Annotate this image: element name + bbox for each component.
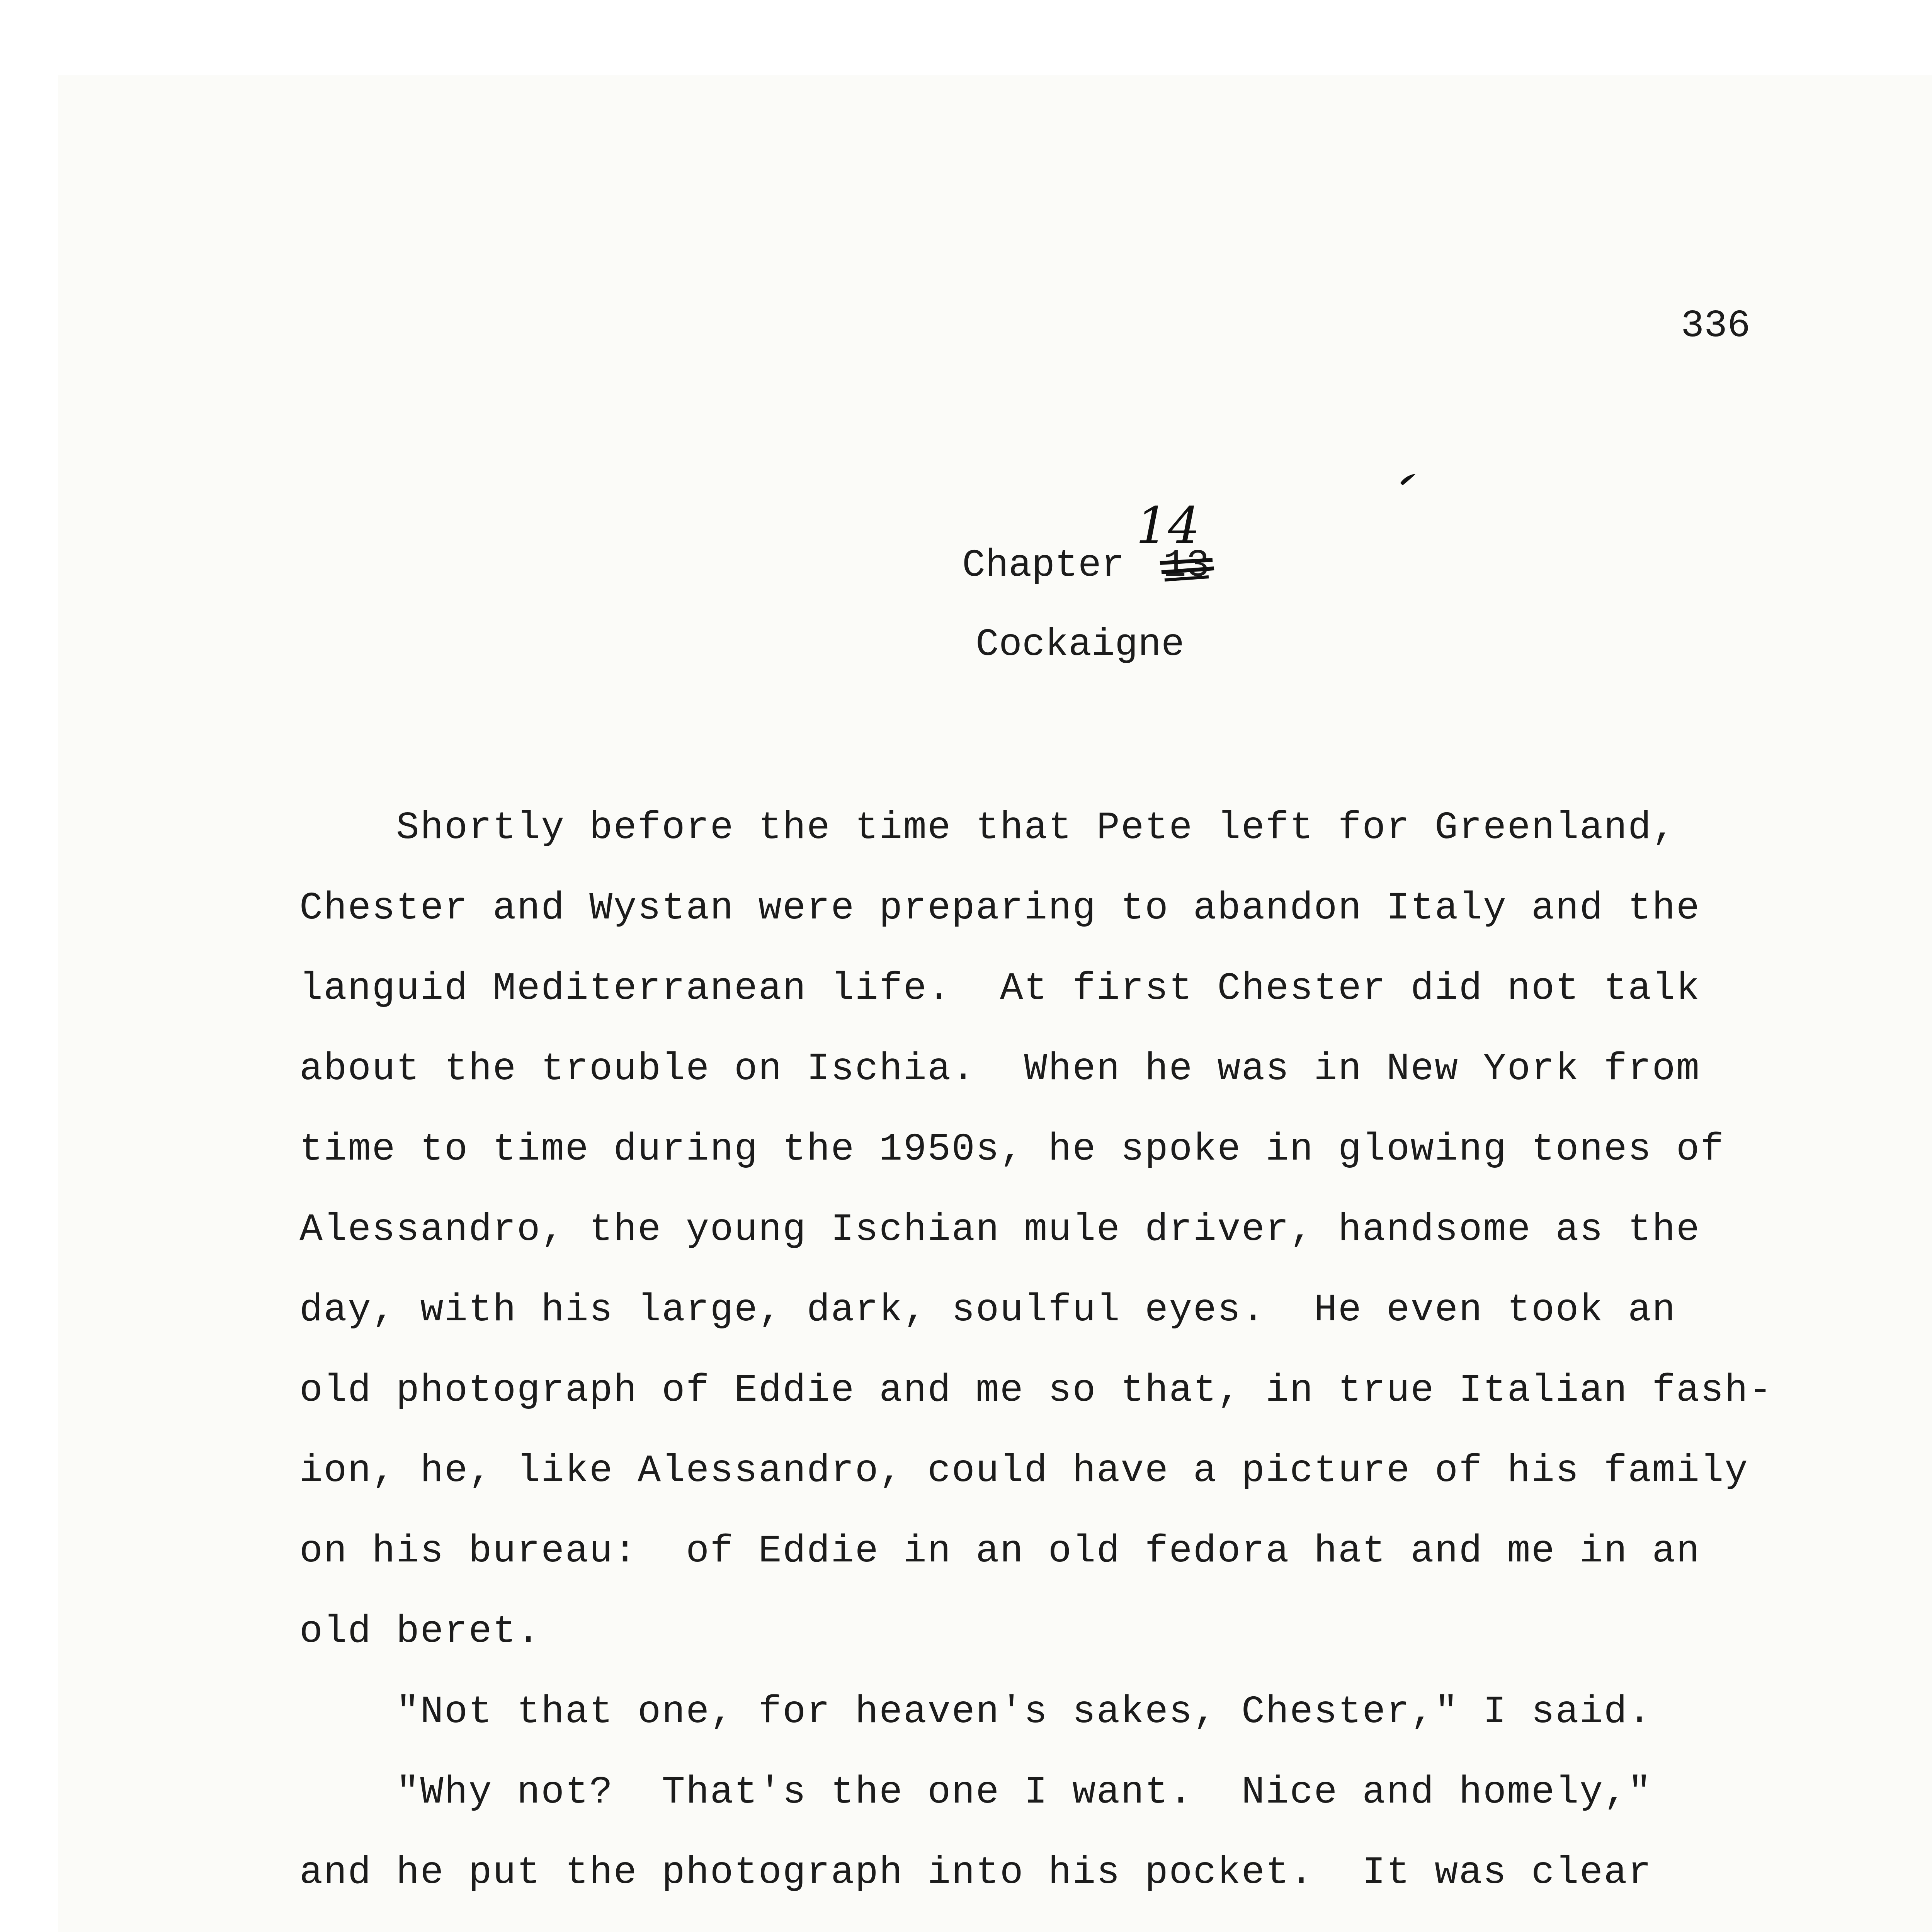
text-line: languid Mediterranean life. At first Chester did not talk	[299, 967, 1701, 1011]
body-text	[299, 788, 1773, 1932]
text-line: and he put the photograph into his pocket. It was clear	[299, 1851, 1652, 1895]
text-line: "Not that one, for heaven's sakes, Chester," I said.	[299, 1690, 1652, 1734]
text-line: Chester and Wystan were preparing to abandon Italy and the	[299, 887, 1701, 930]
strikeout-scribble-icon	[1158, 543, 1216, 589]
text-line: "Why not? That's the one I want. Nice and homely,"	[299, 1771, 1652, 1815]
chapter-number-handwritten: 14	[1136, 496, 1200, 555]
text-line	[299, 1913, 1773, 1932]
chapter-number-struck-text: 13	[1163, 544, 1210, 588]
chapter-title: Cockaigne	[976, 623, 1185, 667]
text-line: on his bureau: of Eddie in an old fedora hat and me in an	[299, 1530, 1701, 1573]
ink-mark-icon	[1399, 471, 1418, 487]
text-line: Alessandro, the young Ischian mule driver, handsome as the	[299, 1208, 1701, 1252]
text-line: time to time during the 1950s, he spoke in glowing tones of	[299, 1128, 1725, 1172]
chapter-number-struck	[1163, 543, 1209, 589]
page-number: 336	[1681, 304, 1751, 348]
text-line: old beret.	[299, 1610, 541, 1654]
chapter-label: Chapter	[962, 544, 1125, 588]
text-line: old photograph of Eddie and me so that, in true Italian fash-	[299, 1369, 1773, 1413]
text-line: day, with his large, dark, soulful eyes. He even took an	[299, 1289, 1677, 1332]
text-line: Shortly before the time that Pete left for Greenland,	[299, 806, 1677, 850]
text-line: about the trouble on Ischia. When he was in New York from	[299, 1048, 1701, 1091]
text-line: ion, he, like Alessandro, could have a picture of his family	[299, 1449, 1749, 1493]
